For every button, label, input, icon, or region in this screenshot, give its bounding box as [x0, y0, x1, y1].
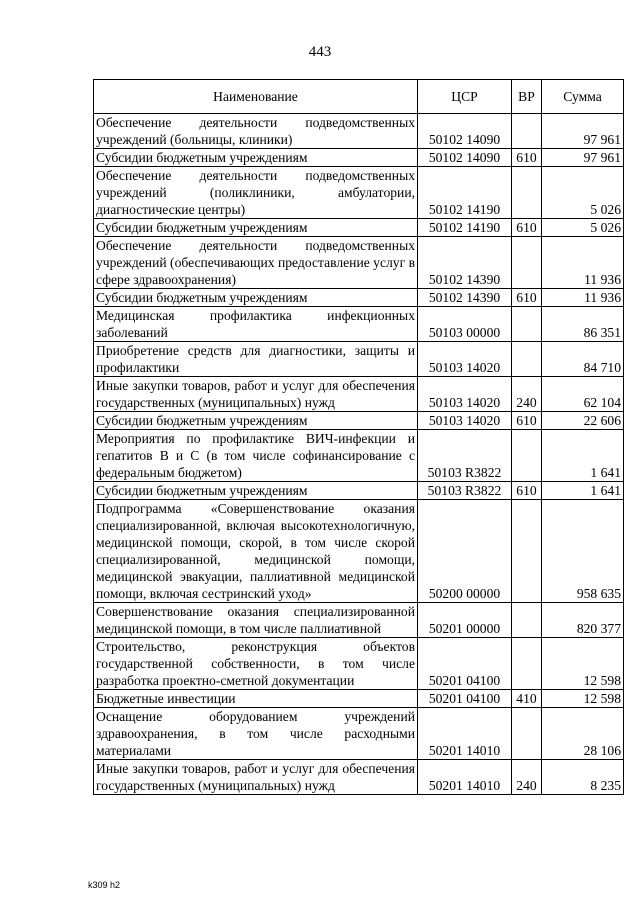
row-vr [512, 114, 542, 149]
row-sum: 820 377 [542, 603, 624, 638]
page-number: 443 [308, 44, 332, 60]
row-name: Иные закупки товаров, работ и услуг для обеспечения государственных (муниципальных) нужд [94, 760, 418, 795]
row-name: Совершенствование оказания специализированной медицинской помощи, в том числе паллиативной [94, 603, 418, 638]
row-csr: 50201 04100 [418, 638, 512, 690]
table-row [94, 412, 624, 430]
table-row [94, 342, 624, 377]
row-csr: 50102 14090 [418, 149, 512, 167]
header-sum: Сумма [542, 80, 624, 114]
header-name: Наименование [94, 80, 418, 114]
row-vr: 610 [512, 482, 542, 500]
row-sum: 1 641 [542, 482, 624, 500]
row-csr: 50103 00000 [418, 307, 512, 342]
row-sum: 5 026 [542, 167, 624, 219]
table-row [94, 760, 624, 795]
row-vr [512, 638, 542, 690]
row-sum: 11 936 [542, 289, 624, 307]
row-name: Мероприятия по профилактике ВИЧ-инфекции и гепатитов В и С (в том числе софинансирование с федеральным бюджетом) [94, 430, 418, 482]
row-vr: 610 [512, 412, 542, 430]
table-row [94, 289, 624, 307]
header-csr: ЦСР [418, 80, 512, 114]
row-name: Иные закупки товаров, работ и услуг для обеспечения государственных (муниципальных) нужд [94, 377, 418, 412]
row-sum: 22 606 [542, 412, 624, 430]
row-name: Строительство, реконструкция объектов государственной собственности, в том числе разработка проектно-сметной документации [94, 638, 418, 690]
row-sum: 1 641 [542, 430, 624, 482]
row-name: Обеспечение деятельности подведомственных учреждений (больницы, клиники) [94, 114, 418, 149]
table-row [94, 167, 624, 219]
row-sum: 958 635 [542, 500, 624, 603]
table-row [94, 237, 624, 289]
row-csr: 50103 14020 [418, 377, 512, 412]
budget-table [93, 79, 624, 795]
table-row [94, 603, 624, 638]
row-csr: 50200 00000 [418, 500, 512, 603]
row-name: Субсидии бюджетным учреждениям [94, 219, 418, 237]
row-sum: 12 598 [542, 690, 624, 708]
row-vr [512, 603, 542, 638]
row-name: Приобретение средств для диагностики, защиты и профилактики [94, 342, 418, 377]
table-header-row [94, 80, 624, 114]
row-csr: 50103 14020 [418, 342, 512, 377]
row-csr: 50102 14190 [418, 167, 512, 219]
row-sum: 62 104 [542, 377, 624, 412]
table-row [94, 708, 624, 760]
row-csr: 50102 14390 [418, 289, 512, 307]
row-name: Субсидии бюджетным учреждениям [94, 289, 418, 307]
row-vr: 610 [512, 289, 542, 307]
row-vr [512, 500, 542, 603]
row-sum: 28 106 [542, 708, 624, 760]
row-name: Субсидии бюджетным учреждениям [94, 482, 418, 500]
row-vr [512, 307, 542, 342]
row-csr: 50102 14090 [418, 114, 512, 149]
row-vr [512, 708, 542, 760]
row-name: Медицинская профилактика инфекционных заболеваний [94, 307, 418, 342]
table-row [94, 307, 624, 342]
row-sum: 84 710 [542, 342, 624, 377]
row-name: Подпрограмма «Совершенствование оказания специализированной, включая высокотехнологичную, медицинской помощи, скорой, в том числе скорой специализированной, медицинской помощи, медицинской эвакуации, паллиативной медицинской помощи, включая сестринский уход» [94, 500, 418, 603]
row-vr: 240 [512, 377, 542, 412]
row-name: Обеспечение деятельности подведомственных учреждений (поликлиники, амбулатории, диагностические центры) [94, 167, 418, 219]
row-sum: 12 598 [542, 638, 624, 690]
row-sum: 97 961 [542, 149, 624, 167]
table-row [94, 430, 624, 482]
row-name: Субсидии бюджетным учреждениям [94, 149, 418, 167]
row-sum: 11 936 [542, 237, 624, 289]
row-csr: 50201 04100 [418, 690, 512, 708]
row-vr: 610 [512, 149, 542, 167]
row-csr: 50103 R3822 [418, 430, 512, 482]
row-vr: 610 [512, 219, 542, 237]
row-csr: 50201 14010 [418, 708, 512, 760]
footer-code: k309 h2 [88, 880, 121, 890]
row-sum: 86 351 [542, 307, 624, 342]
table-row [94, 500, 624, 603]
table-row [94, 482, 624, 500]
row-sum: 8 235 [542, 760, 624, 795]
row-name: Субсидии бюджетным учреждениям [94, 412, 418, 430]
row-csr: 50102 14390 [418, 237, 512, 289]
row-csr: 50103 14020 [418, 412, 512, 430]
row-vr [512, 167, 542, 219]
table-row [94, 149, 624, 167]
row-vr [512, 430, 542, 482]
row-vr [512, 342, 542, 377]
row-csr: 50201 14010 [418, 760, 512, 795]
row-name: Оснащение оборудованием учреждений здравоохранения, в том числе расходными материалами [94, 708, 418, 760]
row-vr: 410 [512, 690, 542, 708]
row-name: Бюджетные инвестиции [94, 690, 418, 708]
table-row [94, 219, 624, 237]
header-vr: ВР [512, 80, 542, 114]
table-body [94, 114, 624, 795]
row-vr [512, 237, 542, 289]
row-csr: 50102 14190 [418, 219, 512, 237]
row-sum: 97 961 [542, 114, 624, 149]
table-row [94, 114, 624, 149]
table-row [94, 377, 624, 412]
row-sum: 5 026 [542, 219, 624, 237]
table-row [94, 690, 624, 708]
row-csr: 50201 00000 [418, 603, 512, 638]
table-row [94, 638, 624, 690]
row-csr: 50103 R3822 [418, 482, 512, 500]
row-name: Обеспечение деятельности подведомственных учреждений (обеспечивающих предоставление услуг в сфере здравоохранения) [94, 237, 418, 289]
row-vr: 240 [512, 760, 542, 795]
